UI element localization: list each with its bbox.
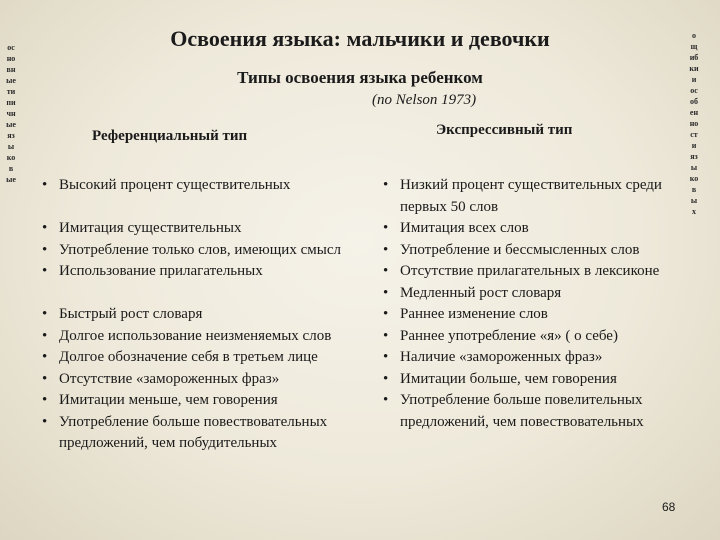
list-item-text: Отсутствие «замороженных фраз» [59,370,280,387]
list-item-text: Использование прилагательных [59,263,263,279]
referential-type-heading: Референциальный тип [92,128,248,144]
list-item-text: Отсутствие прилагательных в лексиконе [400,263,660,279]
list-item [42,304,376,326]
list-item [383,390,675,433]
list-item-text: Долгое обозначение себя в третьем лице [59,349,318,365]
bullet-icon: • [42,241,48,258]
list-item-text: Наличие «замороженных фраз» [400,349,603,365]
list-item-text: Низкий процент существительных среди первых 50 слов [400,177,662,215]
bullet-icon: • [42,306,48,322]
list-item-text: Употребление больше повествовательных предложений, чем побудительных [59,413,328,451]
list-item [42,261,376,283]
list-item-text: Употребление только слов, имеющих смысл [59,241,341,258]
bullet-icon: • [42,327,48,344]
list-item [383,261,675,283]
list-item-text: Долгое использование неизменяемых слов [59,327,332,344]
list-item-text: Употребление больше повелительных предложений, чем повествовательных [400,392,644,430]
list-item-text: Имитация всех слов [400,220,529,236]
expressive-type-list [383,175,675,433]
expressive-type-heading: Экспрессивный тип [436,122,573,138]
list-item [42,175,376,197]
list-item [383,283,675,305]
list-item [42,326,376,348]
list-item [383,218,675,240]
group-spacer [42,283,376,305]
list-item-text: Быстрый рост словаря [59,306,203,322]
bullet-icon: • [383,241,389,258]
group-spacer [42,197,376,219]
list-item-text: Раннее изменение слов [400,306,548,322]
list-item [383,369,675,391]
list-item-text: Имитации больше, чем говорения [400,370,617,387]
list-item-text: Употребление и бессмысленных слов [400,241,640,258]
right-margin-vertical-text: ощибки и особенности языковых [689,31,699,216]
bullet-icon: • [383,306,389,322]
list-item-text: Имитация существительных [59,220,242,236]
list-item [42,240,376,262]
bullet-icon: • [383,220,389,236]
list-item [383,240,675,262]
citation: (по Nelson 1973) [372,92,477,108]
page-number: 68 [662,500,676,514]
list-item-text: Раннее употребление «я» ( о себе) [400,327,618,344]
bullet-icon: • [383,177,389,193]
list-item [383,304,675,326]
list-item [383,347,675,369]
bullet-icon: • [383,327,389,344]
list-item [42,347,376,369]
bullet-icon: • [42,370,48,387]
bullet-icon: • [383,349,389,365]
list-item-text: Медленный рост словаря [400,284,562,301]
page-title: Освоения языка: мальчики и девочки [170,26,550,51]
list-item [383,326,675,348]
list-item [42,369,376,391]
list-item [42,218,376,240]
bullet-icon: • [42,392,48,408]
list-item [383,175,675,218]
bullet-icon: • [42,220,48,236]
bullet-icon: • [383,284,389,301]
referential-type-list [42,175,376,455]
bullet-icon: • [42,263,48,279]
bullet-icon: • [383,370,389,387]
left-margin-vertical-text: основные типичные языковые [6,43,16,184]
bullet-icon: • [383,263,389,279]
bullet-icon: • [42,413,48,430]
list-item-text: Высокий процент существительных [59,177,291,193]
bullet-icon: • [383,392,389,408]
page-subtitle: Типы освоения языка ребенком [237,68,483,87]
list-item [42,412,376,455]
list-item-text: Имитации меньше, чем говорения [59,392,278,408]
bullet-icon: • [42,349,48,365]
list-item [42,390,376,412]
bullet-icon: • [42,177,48,193]
